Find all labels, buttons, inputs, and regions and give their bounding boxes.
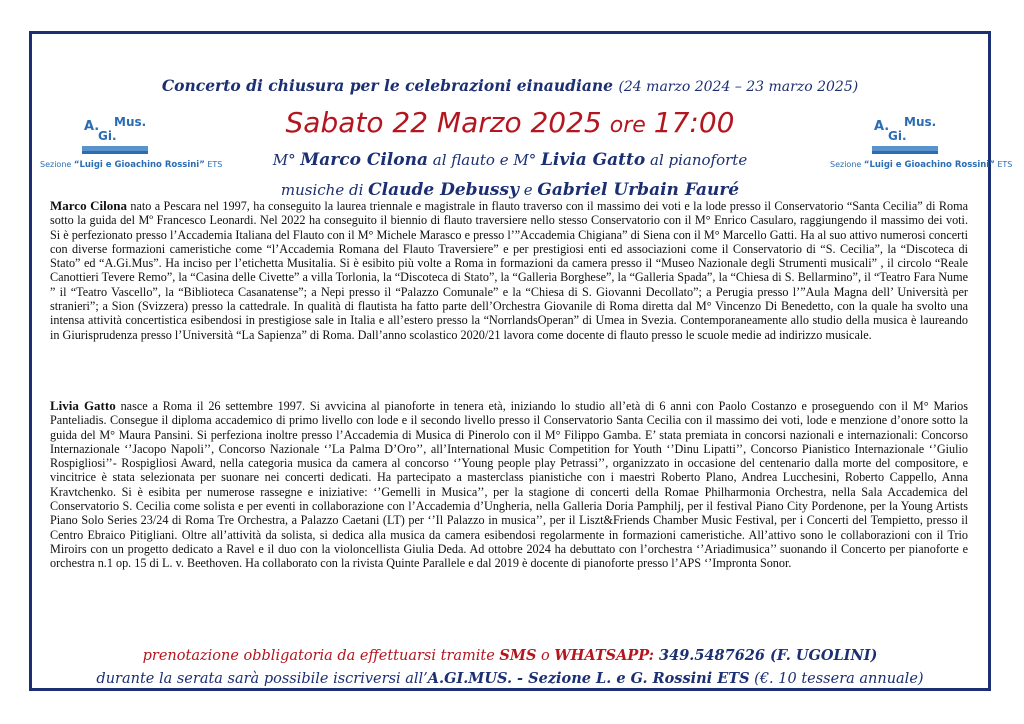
agimus-logo-mark [872, 111, 938, 154]
performer-mid: al flauto e M° [427, 151, 541, 169]
celebration-range: (24 marzo 2024 – 23 marzo 2025) [618, 79, 859, 95]
performer-suffix: al pianoforte [645, 151, 748, 169]
booking-or: o [536, 648, 555, 664]
performer-piano: Livia Gatto [540, 150, 646, 170]
booking-phone: 349.5487626 (F. UGOLINI) [653, 647, 878, 664]
bio-name: Marco Cilona [50, 198, 128, 213]
booking-text: prenotazione obbligatoria da effettuarsi tramite [142, 648, 500, 664]
performer-flute: Marco Cilona [300, 150, 428, 170]
logo-letter-mus: Mus. [904, 115, 937, 129]
logo-sezione [40, 160, 223, 170]
concert-time: 17:00 [653, 106, 735, 139]
booking-line [40, 647, 980, 664]
bio-name: Livia Gatto [50, 398, 116, 413]
ore-label: ore [609, 113, 646, 138]
membership-line [40, 670, 980, 687]
logo-band [82, 146, 148, 151]
bio-livia-gatto [50, 399, 968, 571]
logo-letter-a: A. [874, 119, 890, 134]
sezione-name: “Luigi e Gioachino Rossini” [863, 160, 995, 170]
sezione-name: “Luigi e Gioachino Rossini” [73, 160, 205, 170]
membership-org: A.GI.MUS. - Sezione L. e G. Rossini ETS [427, 670, 750, 687]
agimus-logo-mark [82, 111, 148, 154]
logo-sezione [830, 160, 1013, 170]
composer-debussy: Claude Debussy [368, 180, 519, 200]
logo-letter-gi: Gi. [98, 129, 117, 143]
logo-band [872, 146, 938, 151]
membership-fee: (€. 10 tessera annuale) [749, 671, 924, 687]
music-prefix: musiche di [280, 181, 369, 199]
bio-text: nato a Pescara nel 1997, ha conseguito la laurea triennale e magistrale in flauto traverso con il massimo dei voti e la lode presso il Conservatorio “Santa Cecilia” di Roma sotto la guida del Mº Francesco Leonardi. Nel 2022 ha conseguito il biennio di flauto traversiere nello stesso Conservatorio con il M° Enrico Casularo, raggiungendo il massimo dei voti. Si è perfezionato presso l’Accademia Italiana del Flauto con il M° Michele Marasco e presso l’”Accademia Chigiana” di Siena con il M° Marcello Gatti. Ha al suo attivo numerosi concerti con diverse formazioni cameristiche come “l’Accademia Romana del Flauto Traversiere” e per prestigiosi enti ed associazioni come il Conservatorio di “S. Cecilia”, la “Discoteca di Stato” ed “A.Gi.Mus”. Ha inciso per l’etichetta Musitalia. Si è esibito più volte a Roma in formazioni da camera presso il “Museo Nazionale degli Strumenti musicali” , il circolo “Reale Canottieri Tevere Remo”, la “Casina delle Civette” a villa Torlonia, la “Discoteca di Stato”, la “Galleria Borghese”, la “Galleria Spada”, la “Chiesa di S. Bellarmino”, il “Teatro Fara Nume ” il “Teatro Vascello”, la “Biblioteca Casanatense”; a Nepi presso il “Palazzo Comunale” e la “Chiesa di S. Giovanni Decollato”; a Perugia presso l’”Aula Magna dell’ Università per stranieri”; a Sion (Svizzera) presso la cattedrale. In qualità di flautista ha fatto parte dell’Orchestra Giovanile di Roma diretta dal M° Vincenzo Di Benedetto, con la quale ha svolto una intensa attività concertistica esibendosi in prestigiose sale in Italia e all’estero presso la “NorrlandsOperan” di Umea in Svezia. Contemporaneamente allo studio della musica è laureando in Giurisprudenza presso l’Università “La Sapienza” di Roma. Dall’anno scolastico 2020/21 lavora come docente di flauto presso le scuole medie ad indirizzo musicale. [50, 199, 968, 342]
logo-letter-mus: Mus. [114, 115, 147, 129]
logo-letter-gi: Gi. [888, 129, 907, 143]
music-mid: e [518, 181, 538, 199]
agimus-logo-left [40, 111, 223, 170]
sms-label: SMS [499, 647, 537, 664]
concert-title [40, 76, 980, 95]
bio-text: nasce a Roma il 26 settembre 1997. Si avvicina al pianoforte in tenera età, iniziando lo studio all’età di 6 anni con Paolo Costanzo e proseguendo con il M° Marios Panteliadis. Consegue il diploma accademico di primo livello con lode e il secondo livello presso il Conservatorio Santa Cecilia con il massimo dei voti, lode e menzione d’onore sotto la guida del M° Maura Pansini. Si perfeziona inoltre presso l’Accademia di Musica di Pinerolo con il M° Filippo Gamba. E’ stata premiata in concorsi nazionali e internazionali: Concorso Internazionale ‘’Jacopo Napoli’’, Concorso Nazionale ‘’La Palma D’Oro’’, all’International Music Competition for Youth ‘’Dinu Lipatti’’, Concorso Pianistico Internazionale ‘’Giulio Rospigliosi’’- Rospigliosi Award, nella categoria musica da camera al concorso ‘’Young people play Petrassi’’, organizzato in occasione del centenario dalla morte del compositore, e vincitrice è stata selezionata per suonare nei concerti dedicati. Ha partecipato a masterclass pianistiche con i maestri Roberto Plano, Andrea Lucchesini, Roberto Cappello, Anna Kravtchenko. Si è esibita per numerose rassegne e iniziative: ‘’Gemelli in Musica’’, per la stagione di concerti della Romae Philharmonia Orchestra, nella Sala Accademica del Conservatorio S. Cecilia come solista e per eventi in collaborazione con l’Accademia d’Ungheria, nella Galleria Doria Pamphilj, per il festival Piano City Pordenone, per la Young Artists Piano Solo Series 23/24 di Roma Tre Orchestra, a Palazzo Caetani (LT) per ‘’Il Palazzo in musica’’, per il Liszt&Friends Chamber Music Festival, per i Concerti del Tempietto, presso il Centro Ebraico Pitigliani. Oltre all’attività da solista, si dedica alla musica da camera esibendosi regolarmente in formazioni cameristiche. All’attivo sono le collaborazioni con il Trio Miroirs con un progetto dedicato a Ravel e il duo con la violoncellista Giulia Deda. Ad ottobre 2024 ha debuttato con l’orchestra ‘’Ariadimusica’’ suonando il Concerto per pianoforte e orchestra n.1 op. 15 di L. v. Beethoven. Ha collaborato con la rivista Quinte Parallele e dal 2019 è docente di pianoforte presso l’APS ‘’Impronta Sonor. [50, 399, 968, 571]
composers-line [40, 180, 980, 200]
sezione-prefix: Sezione [830, 160, 864, 169]
performer-prefix: M° [272, 151, 301, 169]
bio-marco-cilona [50, 199, 968, 342]
composer-faure: Gabriel Urbain Fauré [537, 180, 740, 200]
whatsapp-label: WHATSAPP: [554, 647, 654, 664]
agimus-logo-right [830, 111, 1013, 170]
concert-date: Sabato 22 Marzo 2025 [285, 106, 602, 139]
logo-letter-a: A. [84, 119, 100, 134]
concert-title-text: Concerto di chiusura per le celebrazioni einaudiane [161, 76, 614, 95]
sezione-suffix: ETS [204, 160, 223, 169]
poster-frame [29, 31, 1013, 691]
membership-text: durante la serata sarà possibile iscriversi all’ [96, 671, 428, 687]
poster-content [40, 40, 1013, 687]
sezione-prefix: Sezione [40, 160, 74, 169]
sezione-suffix: ETS [994, 160, 1013, 169]
